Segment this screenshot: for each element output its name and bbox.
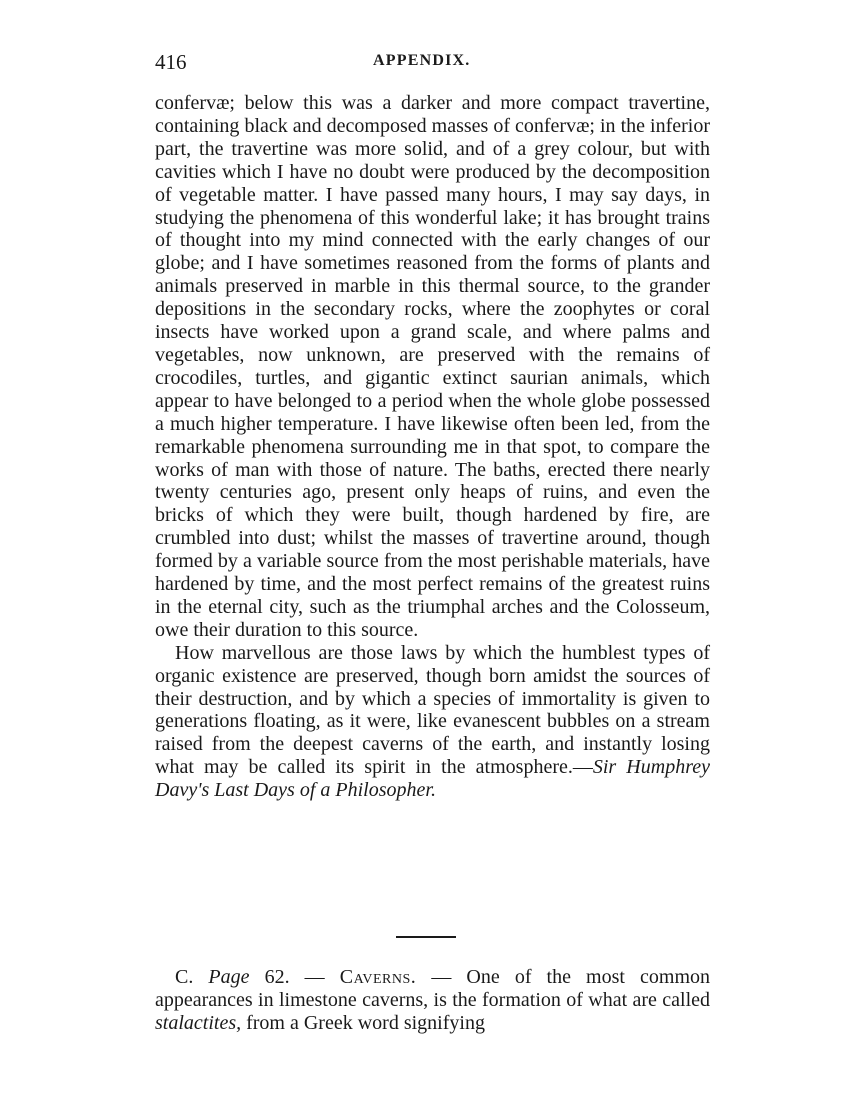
section-c — [155, 966, 710, 1035]
dash-2: — — [416, 966, 467, 988]
section-c-paragraph — [155, 966, 710, 1035]
section-title: Caverns. — [339, 966, 417, 988]
page-ref-label: Page — [208, 966, 250, 988]
citation: Sir Humphrey Davy's Last Days of a Philosopher. — [155, 756, 710, 802]
paragraph-1: confervæ; below this was a darker and more compact travertine, containing black and decomposed masses of confervæ; in the inferior part, the travertine was more solid, and of a grey colour, but with cavities which I have no doubt were produced by the decomposition of vegetable matter. I have passed many hours, I may say days, in studying the phenomena of this wonderful lake; it has brought trains of thought into my mind connected with the early changes of our globe; and I have sometimes reasoned from the forms of plants and animals preserved in marble in this thermal source, to the grander depositions in the secondary rocks, where the zoophytes or coral insects have worked upon a grand scale, and where palms and vegetables, now unknown, are preserved with the remains of crocodiles, turtles, and gigantic extinct saurian animals, which appear to have belonged to a period when the whole globe possessed a much higher temperature. I have likewise often been led, from the remarkable phenomena surrounding me in that spot, to compare the works of man with those of nature. The baths, erected there nearly twenty centuries ago, present only heaps of ruins, and even the bricks of which they were built, though hardened by fire, are crumbled into dust; whilst the masses of travertine around, though formed by a variable source from the most perishable materials, have hardened by time, and the most perfect remains of the greatest ruins in the eternal city, such as the triumphal arches and the Colosseum, owe their duration to this source. — [155, 92, 710, 641]
section-letter: C. — [175, 966, 194, 988]
section-divider — [396, 936, 456, 938]
paragraph-2 — [155, 642, 710, 802]
body-text — [155, 92, 710, 802]
page-number: 416 — [155, 50, 187, 74]
running-head: APPENDIX. — [373, 52, 471, 69]
page-header — [155, 50, 710, 76]
section-text-2: from a Greek word signifying — [241, 1012, 485, 1034]
term-stalactites: stalactites, — [155, 1012, 242, 1034]
paragraph-2-text: How marvellous are those laws by which the humblest types of organic existence are preserved, though born amidst the sources of their destruction, and by which a species of immortality is given to generations floating, as it were, like evanescent bubbles on a stream raised from the deepest caverns of the earth, and instantly losing what may be called its spirit in the atmosphere.— — [155, 641, 710, 779]
dash-1: — — [289, 966, 340, 988]
page-ref-number: 62. — [264, 966, 290, 988]
section-text-1: One of the most common appearances in limestone caverns, is the formation of what are called — [155, 966, 711, 1011]
